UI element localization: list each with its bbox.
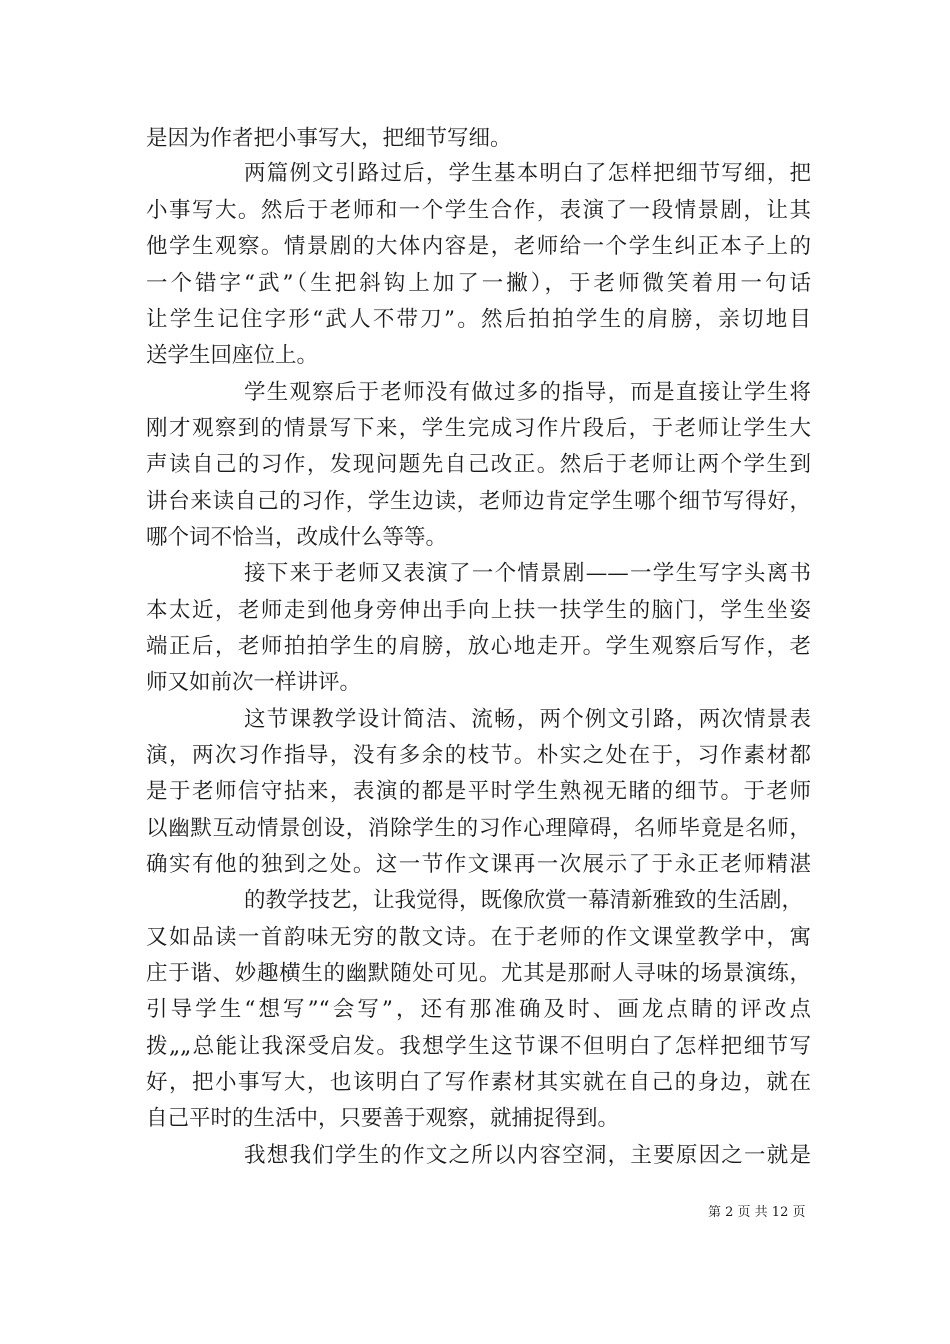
text-line: 自己平时的生活中，只要善于观察，就捕捉得到。 (146, 1106, 620, 1131)
text-line: 的教学技艺，让我觉得，既像欣赏一幕清新雅致的生活剧， (244, 888, 804, 913)
text-line: 小事写大。然后于老师和一个学生合作，表演了一段情景剧，让其 (146, 198, 811, 223)
text-line: 讲台来读自己的习作，学生边读，老师边肯定学生哪个细节写得好， (146, 489, 811, 514)
text-line: 以幽默互动情景创设，消除学生的习作心理障碍，名师毕竟是名师， (146, 816, 811, 841)
text-line: 他学生观察。情景剧的大体内容是，老师给一个学生纠正本子上的 (146, 234, 811, 259)
text-line: 又如品读一首韵味无穷的散文诗。在于老师的作文课堂教学中，寓 (146, 925, 811, 950)
text-line: 这节课教学设计简洁、流畅，两个例文引路，两次情景表 (244, 707, 811, 732)
text-line: 我想我们学生的作文之所以内容空洞，主要原因之一就是 (244, 1143, 811, 1168)
text-line: 好，把小事写大，也该明白了写作素材其实就在自己的身边，就在 (146, 1070, 811, 1095)
text-line: 学生观察后于老师没有做过多的指导，而是直接让学生将 (244, 380, 811, 405)
text-line: 拨„„总能让我深受启发。我想学生这节课不但明白了怎样把细节写 (146, 1034, 811, 1059)
text-line: 哪个词不恰当，改成什么等等。 (146, 525, 448, 550)
text-line: 演，两次习作指导，没有多余的枝节。朴实之处在于，习作素材都 (146, 743, 811, 768)
page-footer: 第 2 页 共 12 页 (708, 1205, 806, 1220)
text-line: 端正后，老师拍拍学生的肩膀，放心地走开。学生观察后写作，老 (146, 634, 811, 659)
text-line: 让学生记住字形“武人不带刀”。然后拍拍学生的肩膀，亲切地目 (146, 307, 811, 332)
text-line: 本太近，老师走到他身旁伸出手向上扶一扶学生的脑门，学生坐姿 (146, 598, 811, 623)
text-line: 刚才观察到的情景写下来，学生完成习作片段后，于老师让学生大 (146, 416, 811, 441)
text-line: 送学生回座位上。 (146, 343, 319, 368)
text-line: 是于老师信守拈来，表演的都是平时学生熟视无睹的细节。于老师 (146, 779, 811, 804)
text-line: 声读自己的习作，发现问题先自己改正。然后于老师让两个学生到 (146, 452, 811, 477)
text-line: 一个错字“武”（生把斜钩上加了一撇），于老师微笑着用一句话 (146, 271, 811, 296)
text-line: 确实有他的独到之处。这一节作文课再一次展示了于永正老师精湛 (146, 852, 811, 877)
text-line: 两篇例文引路过后，学生基本明白了怎样把细节写细，把 (244, 161, 811, 186)
text-line: 庄于谐、妙趣横生的幽默随处可见。尤其是那耐人寻味的场景演练， (146, 961, 811, 986)
text-line: 师又如前次一样讲评。 (146, 670, 362, 695)
text-line: 是因为作者把小事写大，把细节写细。 (146, 126, 512, 151)
text-line: 接下来于老师又表演了一个情景剧——一学生写字头离书 (244, 561, 811, 586)
text-line: 引导学生“想写”“会写”，还有那准确及时、画龙点睛的评改点 (146, 997, 811, 1022)
